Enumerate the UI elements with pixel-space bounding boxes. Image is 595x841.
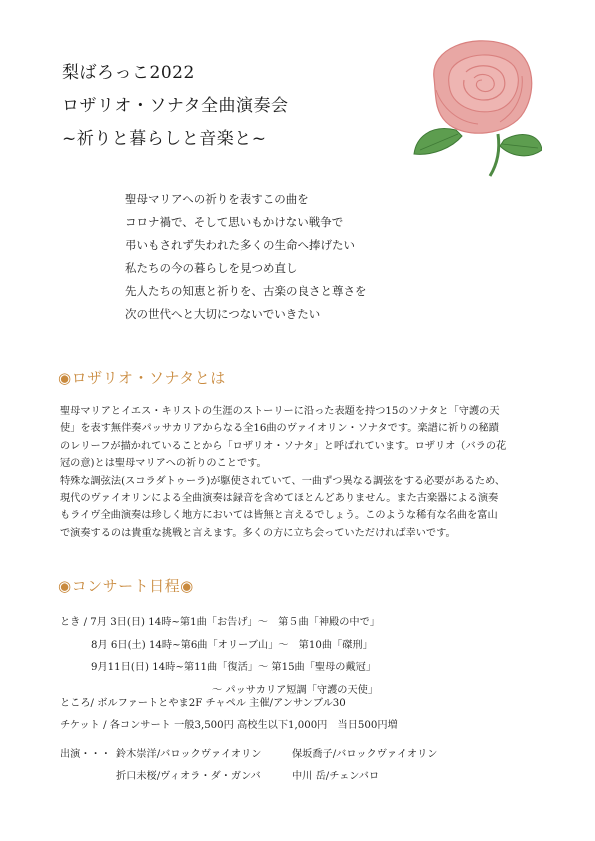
performer: 折口未桜/ヴィオラ・ダ・ガンバ <box>116 771 261 782</box>
about-line: 現代のヴァイオリンによる全曲演奏は録音を含めてほとんどありません。また古楽器による演奏 <box>60 493 499 505</box>
poem-line: 弔いもされず失われた多くの生命へ捧げたい <box>125 238 355 252</box>
about-heading: ◉ロザリオ・ソナタとは <box>58 369 226 387</box>
poem-line: 次の世代へと大切につないでいきたい <box>125 307 321 321</box>
about-line: 聖母マリアとイエス・キリストの生涯のストーリーに沿った表題を持つ15のソナタと「守護の天 <box>60 406 500 417</box>
performers-label: 出演・・・ <box>60 749 111 760</box>
rose-bloom <box>434 41 532 133</box>
schedule-date-1 <box>60 613 380 628</box>
toki-label: とき / <box>60 617 91 628</box>
rose-leaf-right <box>500 135 542 156</box>
about-line: で演奏するのは貴重な挑戦と言えます。多くの方に立ち会っていただければ幸いです。 <box>60 527 456 539</box>
date-text: 7月 3日(日) 14時~第1曲「お告げ」〜 第５曲「神殿の中で」 <box>90 617 380 628</box>
schedule-date-3: 9月11日(日) 14時~第11曲「復活」〜 第15曲「聖母の戴冠」 <box>91 662 377 673</box>
title-line-2: ロザリオ・ソナタ全曲演奏会 <box>62 96 289 116</box>
title-line-3: ~祈りと暮らしと音楽と~ <box>62 129 267 149</box>
schedule-place: ところ/ ボルファートとやま2F チャペル 主催/アンサンブル30 <box>60 698 346 709</box>
performer: 中川 岳/チェンバロ <box>292 771 380 782</box>
poem-line: コロナ禍で、そして思いもかけない戦争で <box>125 215 344 229</box>
poem-line: 聖母マリアへの祈りを表すこの曲を <box>125 192 309 206</box>
about-line: 特殊な調弦法(スコラダトゥーラ)が駆使されていて、一曲ずつ異なる調弦をする必要があるため、 <box>60 475 506 487</box>
schedule-ticket: チケット / 各コンサート 一般3,500円 高校生以下1,000円 当日500円増 <box>60 720 398 731</box>
title-line-1: 梨ばろっこ2022 <box>62 63 195 83</box>
schedule-date-2: 8月 6日(土) 14時~第6曲「オリーブ山」〜 第10曲「磔刑」 <box>91 640 373 651</box>
about-line: 使」を表す無伴奏パッサカリアからなる全16曲のヴァイオリン・ソナタです。楽譜に祈りの秘蹟 <box>60 423 499 435</box>
rose-illustration <box>412 38 542 178</box>
rose-stem <box>490 134 499 176</box>
poem-line: 先人たちの知恵と祈りを、古楽の良さと尊さを <box>125 284 367 298</box>
performer: 保坂喬子/バロックヴァイオリン <box>292 749 438 760</box>
poem-line: 私たちの今の暮らしを見つめ直し <box>125 261 298 275</box>
about-line: のレリーフが描かれていることから「ロザリオ・ソナタ」と呼ばれています。ロザリオ（バラの花 <box>60 440 507 452</box>
schedule-heading: ◉コンサート日程◉ <box>58 577 194 595</box>
performer: 鈴木崇洋/バロックヴァイオリン <box>116 749 262 760</box>
about-line: もライヴ全曲演奏は珍しく地方においては皆無と言えるでしょう。このような稀有な名曲を富山 <box>60 510 498 522</box>
schedule-passacaglia: 〜 パッサカリア短調「守護の天使」 <box>212 685 379 696</box>
rose-leaf-left <box>414 129 462 155</box>
about-paragraph <box>60 403 540 542</box>
about-line: 冠の意)とは聖母マリアへの祈りのことです。 <box>60 458 267 470</box>
